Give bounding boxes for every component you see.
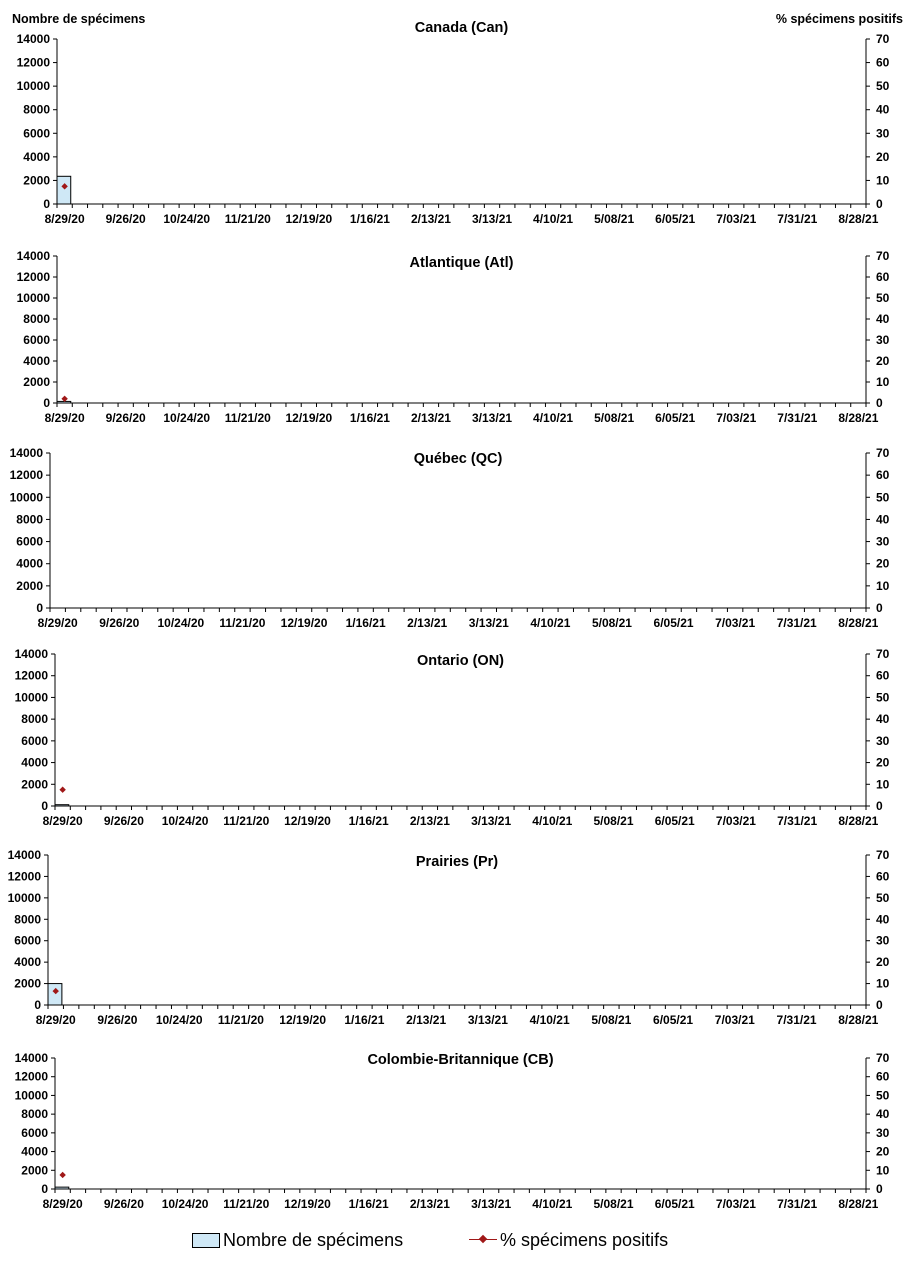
chart-panel [15,1051,890,1211]
y-tick-label: 4000 [23,149,50,164]
x-tick-label: 11/21/20 [223,814,270,828]
y-tick-label: 2000 [23,375,50,389]
chart-title: Ontario (ON) [417,653,504,669]
y2-tick-label: 40 [876,312,890,326]
y-tick-label: 6000 [14,933,41,948]
y2-tick-label: 50 [876,690,890,705]
x-tick-label: 1/16/21 [345,616,386,630]
x-tick-label: 7/31/21 [777,411,818,425]
x-tick-label: 1/16/21 [348,814,389,828]
x-tick-label: 7/03/21 [714,1013,755,1027]
x-tick-label: 11/21/20 [219,616,266,630]
chart-panel [17,20,890,226]
y2-tick-label: 60 [876,668,890,683]
x-tick-label: 1/16/21 [349,212,390,226]
y-tick-label: 6000 [23,126,50,141]
legend-item-bars [192,1228,403,1252]
y-left-axis-title: Nombre de spécimens [12,12,146,26]
y2-tick-label: 70 [876,32,890,46]
y2-tick-label: 30 [876,534,890,549]
y2-tick-label: 10 [876,777,890,792]
bar [55,1187,69,1189]
y2-tick-label: 20 [876,1144,890,1159]
y2-tick-label: 0 [876,601,883,615]
y2-tick-label: 30 [876,733,890,748]
y2-tick-label: 30 [876,126,890,141]
x-tick-label: 7/03/21 [715,616,756,630]
x-tick-label: 3/13/21 [467,1013,508,1027]
y-tick-label: 10000 [9,490,43,505]
y-tick-label: 8000 [14,912,41,927]
y-tick-label: 8000 [21,712,48,727]
x-tick-label: 8/28/21 [838,411,879,425]
x-tick-label: 7/31/21 [776,1013,817,1027]
y-tick-label: 12000 [14,668,48,683]
x-tick-label: 7/31/21 [777,1197,818,1211]
y2-tick-label: 60 [876,1069,890,1084]
x-tick-label: 4/10/21 [533,212,574,226]
x-tick-label: 10/24/20 [161,1197,209,1211]
y2-tick-label: 30 [876,1125,890,1140]
chart-panel [15,647,890,828]
y2-tick-label: 20 [876,755,890,770]
x-tick-label: 3/13/21 [471,1197,512,1211]
x-tick-label: 6/05/21 [653,616,694,630]
x-tick-label: 3/13/21 [472,212,513,226]
y-tick-label: 8000 [21,1107,48,1122]
x-tick-label: 5/08/21 [593,1197,634,1211]
y-tick-label: 0 [36,601,43,615]
chart-title: Québec (QC) [413,451,503,467]
x-tick-label: 10/24/20 [163,212,211,226]
y2-tick-label: 30 [876,933,890,948]
x-tick-label: 9/26/20 [99,616,140,630]
y2-tick-label: 40 [876,912,890,927]
bar [57,401,71,403]
x-tick-label: 9/26/20 [103,1197,144,1211]
x-tick-label: 10/24/20 [157,616,205,630]
x-tick-label: 2/13/21 [409,814,450,828]
chart-title: Colombie-Britannique (CB) [367,1052,554,1068]
y-tick-label: 12000 [14,1069,48,1084]
y-tick-label: 14000 [16,32,50,46]
y-tick-label: 14000 [14,647,48,661]
x-tick-label: 8/29/20 [42,1197,83,1211]
y2-tick-label: 40 [876,512,890,527]
x-tick-label: 6/05/21 [655,212,696,226]
chart-title: Atlantique (Atl) [409,255,514,271]
x-tick-label: 4/10/21 [532,814,573,828]
series-point [59,787,65,793]
y-tick-label: 8000 [16,512,43,527]
y2-tick-label: 20 [876,955,890,970]
y2-tick-label: 50 [876,890,890,905]
x-tick-label: 12/19/20 [280,616,328,630]
y-tick-label: 0 [41,799,48,813]
y-tick-label: 14000 [7,848,41,862]
x-tick-label: 12/19/20 [285,212,333,226]
y-tick-label: 10000 [16,291,50,305]
y-tick-label: 14000 [16,249,50,263]
x-tick-label: 2/13/21 [410,212,451,226]
x-tick-label: 7/03/21 [716,212,757,226]
x-tick-label: 6/05/21 [654,814,695,828]
y-tick-label: 0 [41,1182,48,1196]
x-tick-label: 6/05/21 [654,1197,695,1211]
x-tick-label: 9/26/20 [103,814,144,828]
bar [48,984,62,1005]
y-tick-label: 14000 [14,1051,48,1065]
legend-bars-label: Nombre de spécimens [223,1229,404,1250]
y2-tick-label: 10 [876,173,890,188]
legend-bar-swatch [192,1233,220,1248]
legend-item-line [469,1228,668,1252]
y-tick-label: 0 [34,998,41,1012]
x-tick-label: 7/03/21 [715,814,756,828]
y-tick-label: 12000 [16,55,50,70]
x-tick-label: 6/05/21 [655,411,696,425]
x-tick-label: 7/31/21 [777,212,818,226]
x-tick-label: 3/13/21 [468,616,509,630]
y-tick-label: 10000 [7,890,41,905]
y2-tick-label: 20 [876,149,890,164]
x-tick-label: 9/26/20 [105,411,146,425]
y-tick-label: 4000 [21,755,48,770]
y2-tick-label: 40 [876,1107,890,1122]
x-tick-label: 8/28/21 [838,616,879,630]
x-tick-label: 12/19/20 [284,814,331,828]
y2-tick-label: 50 [876,1088,890,1103]
y2-tick-label: 60 [876,869,890,884]
y2-tick-label: 40 [876,712,890,727]
x-tick-label: 1/16/21 [344,1013,385,1027]
series-point [59,1172,65,1178]
y-right-axis-title: % spécimens positifs [775,12,903,26]
y2-tick-label: 50 [876,291,890,305]
y-tick-label: 4000 [23,354,50,368]
x-tick-label: 12/19/20 [284,1197,331,1211]
y-tick-label: 2000 [21,777,48,792]
y2-tick-label: 10 [876,375,890,389]
y-tick-label: 14000 [9,446,43,460]
x-tick-label: 1/16/21 [349,411,390,425]
x-tick-label: 4/10/21 [529,1013,570,1027]
x-tick-label: 2/13/21 [406,1013,447,1027]
y-tick-label: 2000 [16,578,43,593]
y2-tick-label: 70 [876,848,890,862]
x-tick-label: 10/24/20 [161,814,209,828]
y2-tick-label: 70 [876,1051,890,1065]
x-tick-label: 7/31/21 [776,616,817,630]
y2-tick-label: 40 [876,102,890,117]
x-tick-label: 5/08/21 [591,1013,632,1027]
y-tick-label: 2000 [14,976,41,991]
y-tick-label: 4000 [21,1144,48,1159]
x-tick-label: 5/08/21 [594,212,635,226]
x-tick-label: 10/24/20 [155,1013,203,1027]
y2-tick-label: 50 [876,490,890,505]
x-tick-label: 5/08/21 [593,814,634,828]
y2-tick-label: 70 [876,249,890,263]
x-tick-label: 12/19/20 [279,1013,327,1027]
y-tick-label: 8000 [23,102,50,117]
x-tick-label: 3/13/21 [472,411,513,425]
x-tick-label: 1/16/21 [348,1197,389,1211]
y2-tick-label: 20 [876,354,890,368]
x-tick-label: 8/28/21 [838,1013,879,1027]
y-tick-label: 6000 [23,333,50,347]
y2-tick-label: 0 [876,197,883,211]
chart-title: Canada (Can) [414,20,509,36]
y2-tick-label: 0 [876,799,883,813]
y-tick-label: 12000 [7,869,41,884]
y2-tick-label: 60 [876,55,890,70]
x-tick-label: 8/29/20 [35,1013,76,1027]
x-tick-label: 3/13/21 [471,814,512,828]
y2-tick-label: 10 [876,1163,890,1178]
y2-tick-label: 70 [876,446,890,460]
x-tick-label: 5/08/21 [591,616,632,630]
y2-tick-label: 0 [876,1182,883,1196]
x-tick-label: 9/26/20 [105,212,146,226]
x-tick-label: 6/05/21 [653,1013,694,1027]
x-tick-label: 12/19/20 [285,411,333,425]
y-tick-label: 2000 [21,1163,48,1178]
x-tick-label: 7/31/21 [777,814,818,828]
x-tick-label: 4/10/21 [530,616,571,630]
chart-panel [10,446,890,630]
x-tick-label: 8/29/20 [37,616,78,630]
x-tick-label: 9/26/20 [97,1013,138,1027]
x-tick-label: 2/13/21 [407,616,448,630]
x-tick-label: 7/03/21 [715,1197,756,1211]
x-tick-label: 8/29/20 [44,212,85,226]
y-tick-label: 0 [43,396,50,410]
x-tick-label: 5/08/21 [594,411,635,425]
x-tick-label: 4/10/21 [532,1197,573,1211]
chart-panel [17,249,890,425]
x-tick-label: 2/13/21 [409,1197,450,1211]
y-tick-label: 12000 [16,270,50,284]
x-tick-label: 8/28/21 [838,814,879,828]
y2-tick-label: 60 [876,270,890,284]
x-tick-label: 11/21/20 [223,1197,270,1211]
y2-tick-label: 30 [876,333,890,347]
y-tick-label: 6000 [21,1125,48,1140]
y2-tick-label: 50 [876,79,890,94]
x-tick-label: 11/21/20 [217,1013,264,1027]
y-tick-label: 4000 [14,955,41,970]
y2-tick-label: 20 [876,556,890,571]
y2-tick-label: 10 [876,578,890,593]
y-tick-label: 10000 [14,1088,48,1103]
y-tick-label: 10000 [16,79,50,94]
y-tick-label: 2000 [23,173,50,188]
x-tick-label: 11/21/20 [224,411,271,425]
x-tick-label: 11/21/20 [224,212,271,226]
chart-panel [8,848,890,1027]
x-tick-label: 8/28/21 [838,212,879,226]
y2-tick-label: 10 [876,976,890,991]
y-tick-label: 10000 [14,690,48,705]
chart-title: Prairies (Pr) [415,854,499,870]
y-tick-label: 8000 [23,312,50,326]
x-tick-label: 4/10/21 [533,411,574,425]
bar [55,805,69,806]
legend-line-label: % spécimens positifs [500,1229,669,1250]
x-tick-label: 7/03/21 [716,411,757,425]
x-tick-label: 8/29/20 [42,814,83,828]
legend-line-swatch [469,1233,497,1247]
x-tick-label: 8/28/21 [838,1197,879,1211]
bar [57,176,71,204]
x-tick-label: 2/13/21 [410,411,451,425]
x-tick-label: 8/29/20 [44,411,85,425]
y-tick-label: 6000 [16,534,43,549]
y2-tick-label: 0 [876,998,883,1012]
x-tick-label: 10/24/20 [163,411,211,425]
y-tick-label: 4000 [16,556,43,571]
y2-tick-label: 0 [876,396,883,410]
y2-tick-label: 60 [876,468,890,483]
y-tick-label: 6000 [21,733,48,748]
y-tick-label: 0 [43,197,50,211]
y-tick-label: 12000 [9,468,43,483]
y2-tick-label: 70 [876,647,890,661]
